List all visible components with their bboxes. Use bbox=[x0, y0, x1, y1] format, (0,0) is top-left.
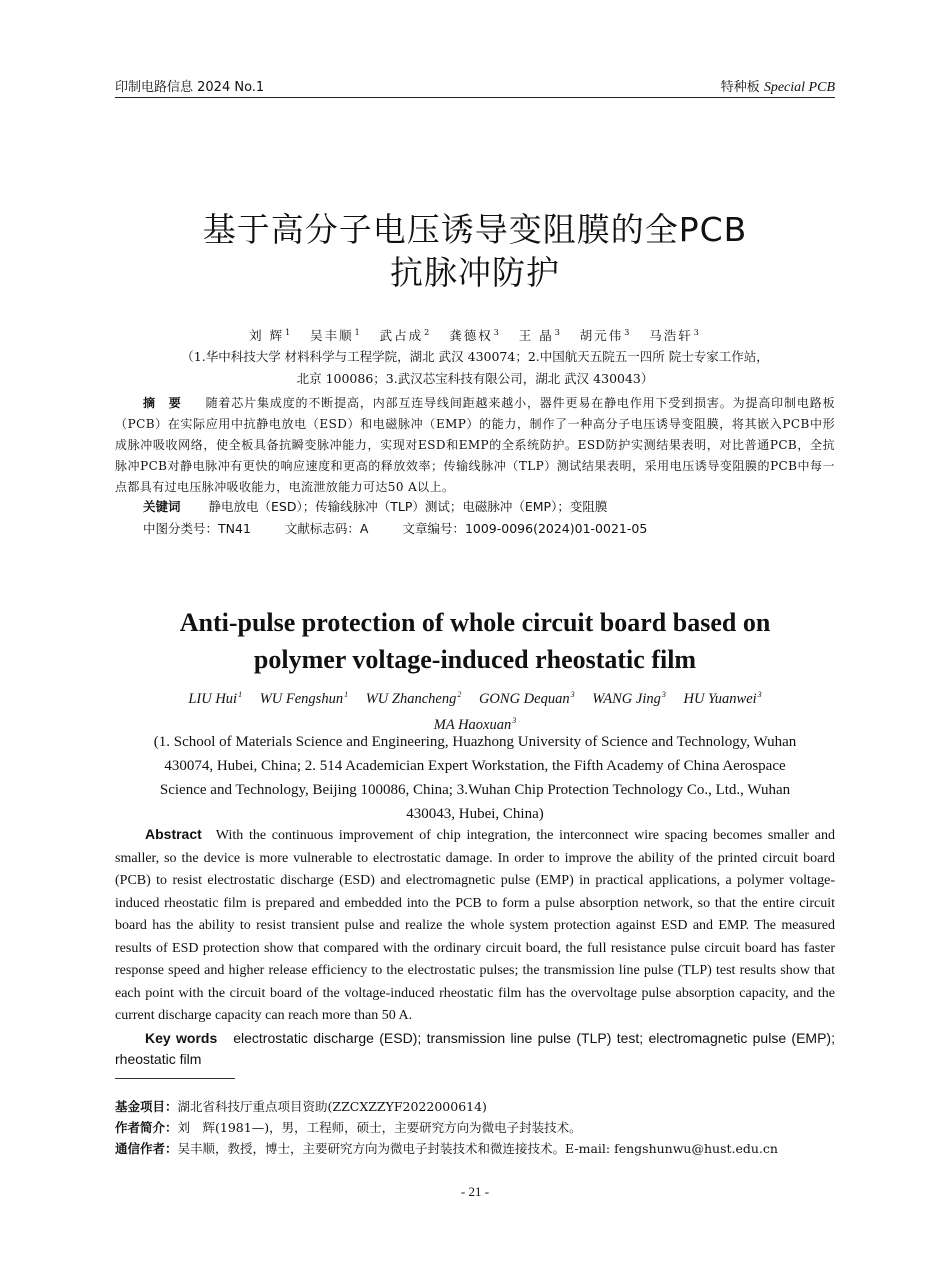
section-en: Special PCB bbox=[763, 80, 835, 95]
en-author: LIU Hui$^1$ bbox=[188, 690, 243, 707]
journal-header: 印制电路信息 2024 No.1 bbox=[115, 80, 265, 95]
cn-author: 胡元伟$^3$ bbox=[579, 327, 632, 343]
footnote-rule bbox=[115, 1078, 235, 1079]
fund-text: 湖北省科技厅重点项目资助(ZZCXZZYF2022000614) bbox=[177, 1099, 487, 1114]
cn-author: 龚德权$^3$ bbox=[449, 327, 501, 343]
cn-abstract-text: 随着芯片集成度的不断提高，内部互连导线间距越来越小，器件更易在静电作用下受到损害。为提高印制电路板（PCB）在实际应用中抗静电放电（ESD）和电磁脉冲（EMP）的能力，制作了一种高分子电压诱导变阻膜，将其嵌入PCB中形成脉冲吸收网络，使全板具备抗瞬变脉冲能力，实现对ESD和EMP的全系统防护。ESD防护实测结果表明，对比普通PCB，全抗脉冲PCB对静电脉冲有更快的响应速度和更高的释放效率；传输线脉冲（TLP）测试结果表明，采用电压诱导变阻膜的PCB中每一点都具有过电压脉冲吸收能力，电流泄放能力可达50 A以上。 bbox=[115, 396, 836, 494]
cn-author: 武占成$^2$ bbox=[379, 327, 432, 343]
cn-title bbox=[115, 208, 835, 294]
corresponding-label: 通信作者： bbox=[115, 1141, 178, 1156]
en-keywords-label: Key words bbox=[145, 1030, 218, 1046]
cn-author: 王 晶$^3$ bbox=[518, 327, 562, 343]
corresponding-text: 吴丰顺，教授，博士，主要研究方向为微电子封装技术和微连接技术。E-mail: fengshunwu@hust.edu.cn bbox=[177, 1141, 778, 1156]
en-author: WANG Jing$^3$ bbox=[592, 690, 666, 707]
section-cn: 特种板 bbox=[720, 80, 760, 95]
en-title bbox=[115, 604, 835, 678]
en-authors bbox=[115, 684, 835, 736]
cn-abstract-label: 摘 要 bbox=[143, 396, 182, 410]
cn-author: 刘 辉$^1$ bbox=[249, 327, 293, 343]
en-affiliation-line1: (1. School of Materials Science and Engineering, Huazhong University of Science and Technology, Wuhan bbox=[153, 734, 797, 750]
cn-authors bbox=[115, 326, 835, 344]
document-code: 文献标志码：A bbox=[284, 521, 369, 536]
en-title-line2: polymer voltage-induced rheostatic film bbox=[253, 645, 697, 674]
author-bio-text: 刘 辉(1981—)，男，工程师，硕士，主要研究方向为微电子封装技术。 bbox=[177, 1120, 582, 1135]
clc-number: 中图分类号：TN41 bbox=[143, 521, 251, 536]
footnote-author bbox=[115, 1118, 582, 1136]
cn-keywords bbox=[143, 497, 607, 515]
en-keywords-text: electrostatic discharge (ESD); transmission line pulse (TLP) test; electromagnetic pulse (EMP); rheostatic film bbox=[115, 1030, 835, 1067]
en-abstract-label: Abstract bbox=[145, 826, 202, 842]
en-keywords bbox=[115, 1028, 835, 1070]
fund-label: 基金项目： bbox=[115, 1099, 178, 1114]
cn-keywords-text: 静电放电（ESD）；传输线脉冲（TLP）测试；电磁脉冲（EMP）；变阻膜 bbox=[208, 499, 608, 514]
section-header bbox=[721, 76, 835, 96]
header-rule bbox=[115, 97, 835, 98]
footnote-corresponding bbox=[115, 1139, 778, 1157]
cn-title-line2: 抗脉冲防护 bbox=[390, 253, 560, 292]
page-number: - 21 - bbox=[460, 1184, 490, 1199]
en-author: HU Yuanwei$^3$ bbox=[683, 690, 762, 707]
cn-affiliation bbox=[115, 346, 835, 390]
en-author: GONG Dequan$^3$ bbox=[478, 690, 575, 707]
cn-affiliation-line2: 北京 100086；3.武汉芯宝科技有限公司，湖北 武汉 430043） bbox=[296, 371, 654, 386]
en-title-line1: Anti-pulse protection of whole circuit board based on bbox=[179, 608, 771, 637]
en-author: WU Zhancheng$^2$ bbox=[365, 690, 462, 707]
footnote-fund bbox=[115, 1097, 487, 1115]
en-affiliation-line4: 430043, Hubei, China) bbox=[406, 806, 544, 822]
en-abstract bbox=[115, 823, 835, 1028]
en-author: WU Fengshun$^1$ bbox=[259, 690, 349, 707]
article-number: 文章编号：1009-0096(2024)01-0021-05 bbox=[402, 521, 648, 536]
cn-abstract bbox=[115, 393, 835, 498]
cn-title-line1: 基于高分子电压诱导变阻膜的全PCB bbox=[202, 210, 748, 249]
author-bio-label: 作者简介： bbox=[115, 1120, 178, 1135]
cn-author: 吴丰顺$^1$ bbox=[310, 327, 362, 343]
cn-classification bbox=[143, 519, 677, 537]
en-abstract-text: With the continuous improvement of chip integration, the interconnect wire spacing becomes smaller and smaller, so the device is more vulnerable to electrostatic damage. In order to improve the ability of the printed circuit board (PCB) to resist electrostatic discharge (ESD) and electromagnetic pulse (EMP) in practical applications, a polymer voltage-induced rheostatic film is prepared and embedded into the PCB to form a pulse absorption network, so that the entire circuit board has the ability to resist transient pulse and realize the whole system protection against ESD and EMP. The measured results of ESD protection show that compared with the ordinary circuit board, the full resistance pulse circuit board has faster response speed and higher release efficiency to the electrostatic pulses; the transmission line pulse (TLP) test results show that each point with the circuit board of the voltage-induced rheostatic film has the overvoltage pulse absorption capacity, and the current discharge capacity can reach more than 50 A. bbox=[115, 828, 835, 1023]
cn-affiliation-line1: （1.华中科技大学 材料科学与工程学院，湖北 武汉 430074；2.中国航天五院五一四所 院士专家工作站， bbox=[181, 349, 769, 364]
en-affiliation bbox=[115, 730, 835, 826]
en-author: MA Haoxuan$^3$ bbox=[433, 715, 517, 733]
en-affiliation-line2: 430074, Hubei, China; 2. 514 Academician Expert Workstation, the Fifth Academy of China Aerospace bbox=[164, 758, 786, 774]
en-affiliation-line3: Science and Technology, Beijing 100086, China; 3.Wuhan Chip Protection Technology Co., Ltd., Wuhan bbox=[159, 782, 791, 798]
cn-author: 马浩轩$^3$ bbox=[649, 327, 701, 343]
cn-keywords-label: 关键词 bbox=[143, 499, 181, 514]
